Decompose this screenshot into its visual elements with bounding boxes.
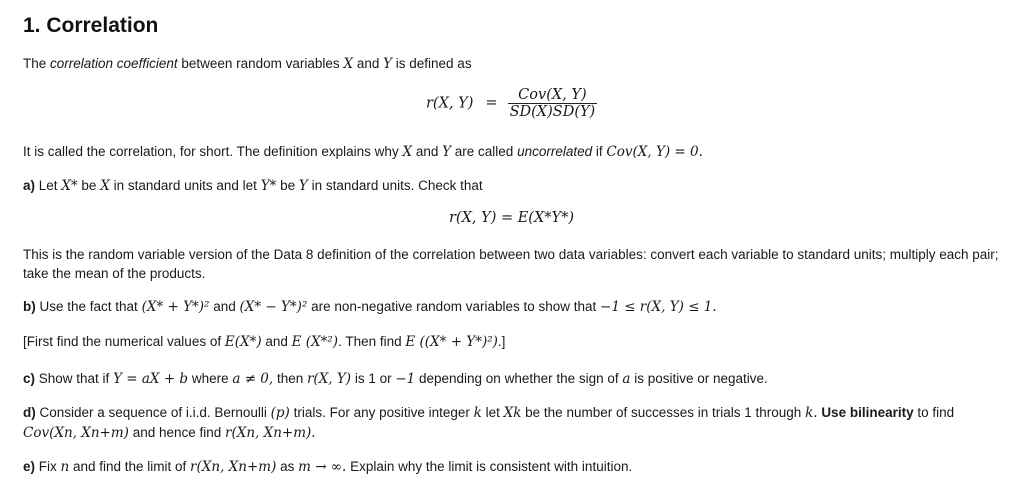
text: to find: [913, 405, 955, 420]
text: is 1 or: [351, 371, 396, 386]
text: as: [276, 459, 299, 474]
part-c-question: [23, 371, 768, 387]
math-y: Y: [442, 144, 452, 160]
correlation-formula: [426, 87, 597, 120]
text: are called: [451, 144, 518, 159]
math-x: X: [402, 144, 413, 160]
formula-equals: =: [485, 95, 498, 112]
bold-instruction: Use bilinearity: [821, 405, 914, 420]
part-b-hint: [23, 334, 505, 350]
math-a-nonzero: a ≠ 0,: [232, 371, 274, 387]
part-d-question-cont: [23, 425, 316, 441]
part-b-label: b): [23, 299, 36, 314]
text: in standard units and let: [109, 178, 261, 193]
part-e-label: e): [23, 459, 36, 474]
page-title: 1. Correlation: [23, 14, 159, 37]
math-k: k: [473, 405, 482, 421]
math-cov-xn: Cov(Xn, Xn+m): [23, 425, 129, 441]
part-a-formula: r(X, Y) = E(X*Y*): [449, 210, 575, 226]
text: [First find the numerical values of: [23, 334, 225, 349]
text: are non-negative random variables to show that: [307, 299, 601, 314]
formula-denominator: SD(X)SD(Y): [509, 104, 596, 120]
math-y: Y: [298, 178, 308, 194]
text: and: [412, 144, 443, 159]
intro-text: The: [23, 56, 51, 71]
formula-fraction: [508, 87, 598, 120]
math-k: k.: [805, 405, 818, 421]
part-b-question: [23, 299, 717, 315]
math-expect-x-star-squared: E (X*²): [291, 334, 339, 350]
text: It is called the correlation, for short. The definition explains why: [23, 144, 403, 159]
math-y-star: Y*: [260, 178, 277, 194]
text: if: [592, 144, 607, 159]
text: trials. For any positive integer: [289, 405, 474, 420]
math-limit: m → ∞.: [298, 459, 347, 475]
intro-text: and: [353, 56, 384, 71]
math-neg-one: −1: [395, 371, 416, 387]
text: Consider a sequence of i.i.d. Bernoulli: [35, 405, 271, 420]
term-correlation-coefficient: correlation coefficient: [50, 56, 178, 71]
text: .]: [497, 334, 506, 349]
text: depending on whether the sign of: [415, 371, 623, 386]
text: and: [261, 334, 292, 349]
text: and hence find: [128, 425, 226, 440]
text: is positive or negative.: [630, 371, 768, 386]
text: . Then find: [338, 334, 406, 349]
math-cov-zero: Cov(X, Y) = 0.: [606, 144, 703, 160]
intro-line: [23, 56, 472, 72]
uncorrelated-line: [23, 144, 703, 160]
term-uncorrelated: uncorrelated: [517, 144, 593, 159]
part-a-label: a): [23, 178, 36, 193]
math-correlation-bounds: −1 ≤ r(X, Y) ≤ 1.: [600, 299, 717, 315]
text: and find the limit of: [69, 459, 191, 474]
intro-text: is defined as: [392, 56, 472, 71]
text: be: [276, 178, 299, 193]
math-linear: Y = aX + b: [113, 371, 189, 387]
math-a: a: [622, 371, 631, 387]
math-sum-squared: (X* + Y*)²: [141, 299, 210, 315]
formula-lhs: r(X, Y): [426, 95, 474, 112]
part-d-label: d): [23, 405, 36, 420]
formula-numerator: Cov(X, Y): [508, 87, 598, 104]
math-x-star: X*: [61, 178, 78, 194]
text: be: [77, 178, 101, 193]
math-n: n: [60, 459, 70, 475]
part-a-question: [23, 178, 483, 194]
text: let: [481, 405, 504, 420]
text: and: [209, 299, 240, 314]
text: Fix: [35, 459, 61, 474]
math-x-k: Xk: [503, 405, 522, 421]
math-expect-sum-squared: E ((X* + Y*)²): [405, 334, 498, 350]
part-a-explanation: This is the random variable version of the Data 8 definition of the correlation between two data variables: convert each variable to standard units; multiply each pair; take the mean of the products.: [23, 247, 999, 281]
math-y: Y: [383, 56, 393, 72]
text: Explain why the limit is consistent with intuition.: [346, 459, 633, 474]
text: Use the fact that: [35, 299, 142, 314]
part-d-question: [23, 405, 954, 421]
text: be the number of successes in trials 1 through: [521, 405, 806, 420]
math-x: X: [343, 56, 354, 72]
math-x: X: [100, 178, 110, 194]
math-expect-x-star: E(X*): [224, 334, 262, 350]
math-r-xn: r(Xn, Xn+m): [190, 459, 277, 475]
part-e-question: [23, 459, 632, 475]
part-c-label: c): [23, 371, 36, 386]
text: Show that if: [35, 371, 114, 386]
math-r-xn: r(Xn, Xn+m).: [225, 425, 316, 441]
math-r: r(X, Y): [306, 371, 352, 387]
intro-text: between random variables: [177, 56, 344, 71]
text: in standard units. Check that: [307, 178, 483, 193]
text: then: [273, 371, 307, 386]
math-p: (p): [270, 405, 290, 421]
math-diff-squared: (X* − Y*)²: [239, 299, 308, 315]
text: where: [188, 371, 233, 386]
text: Let: [35, 178, 62, 193]
